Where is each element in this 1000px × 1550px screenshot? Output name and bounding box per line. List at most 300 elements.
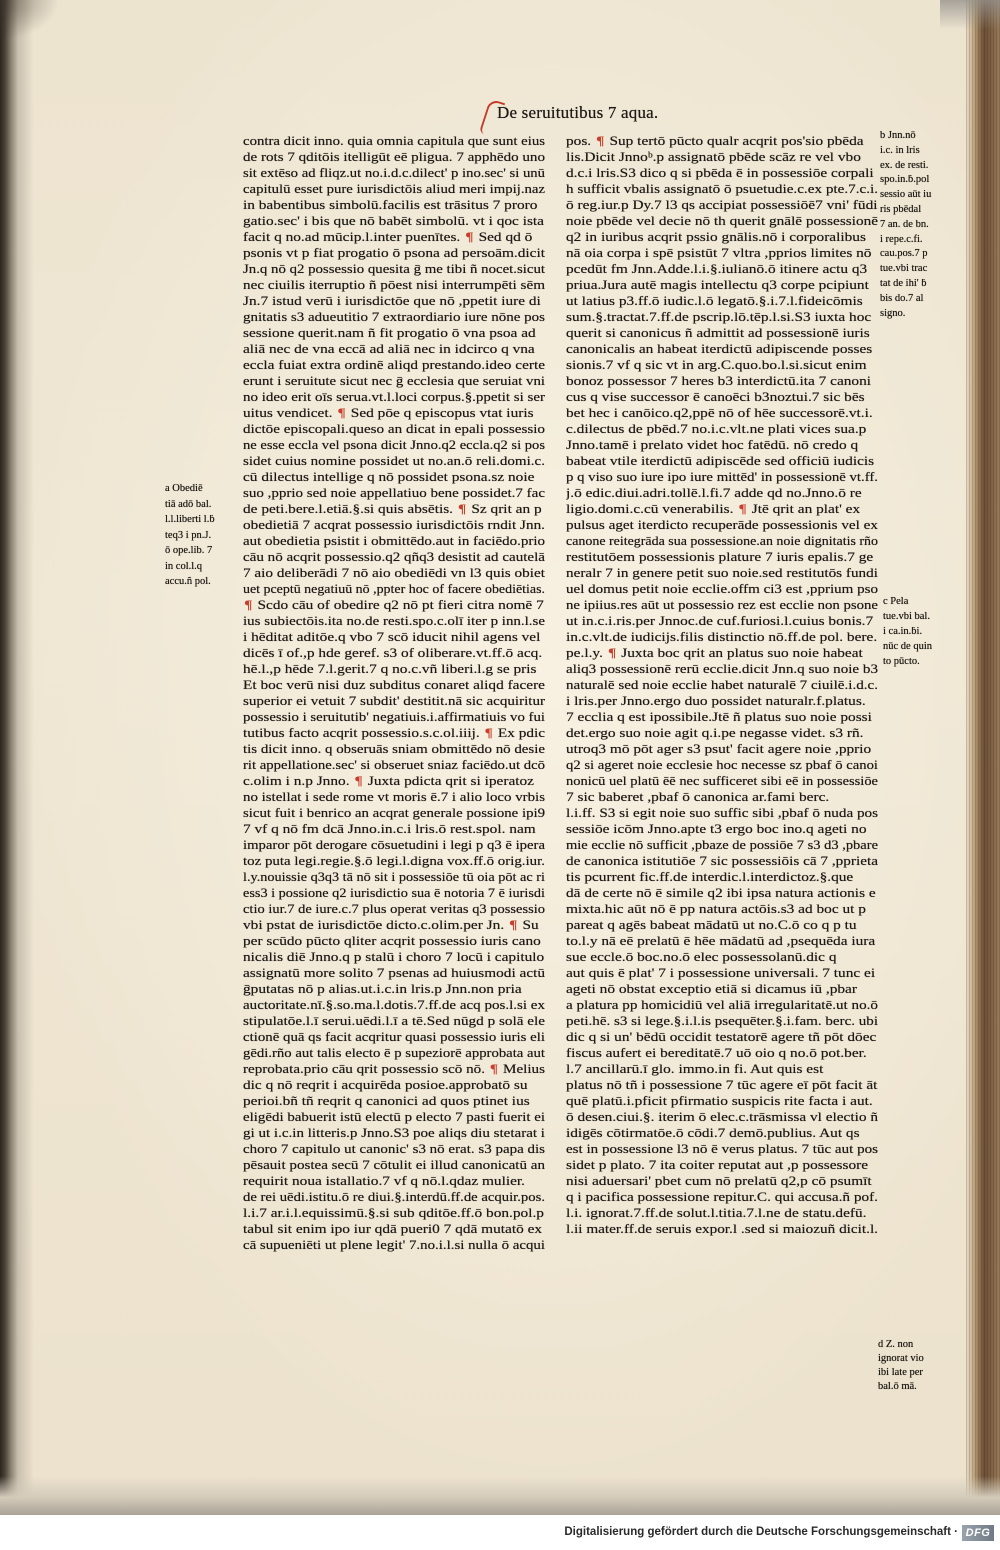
text-line <box>243 629 545 645</box>
text-line <box>243 165 545 181</box>
text-line <box>243 1173 545 1189</box>
line-text: sue eccle.ō boc.no.ō elec possessolanū.dic q <box>566 949 837 964</box>
text-line <box>566 917 878 933</box>
line-text: hē.l.,p hēde 7.l.gerit.7 q no.c.vñ liberi.l.g se pris <box>243 661 537 676</box>
text-line <box>566 1109 878 1125</box>
line-text: aut obedietia psistit i obmittēdo.aut in faciēdo.prio <box>243 533 545 548</box>
line-text: uitus vendicet. ¶ Sed pōe q episcopus vtat iuris <box>243 405 534 420</box>
marginal-note-line <box>880 277 958 292</box>
text-line <box>566 469 878 485</box>
line-text: platus nō tñ i possessione 7 tūc agere eī pōt facit āt <box>566 1077 878 1092</box>
line-text: sum.§.tractat.7.ff.de pscrip.lō.tēp.l.si.S3 iuxta hoc <box>566 309 872 324</box>
line-text: a Obediē <box>165 483 203 494</box>
text-line <box>566 1093 878 1109</box>
text-line <box>566 1125 878 1141</box>
text-line <box>243 1061 545 1077</box>
line-text: ris pbēdal <box>880 203 922 215</box>
text-line <box>566 1029 878 1045</box>
paragraph-mark: ¶ <box>354 773 363 788</box>
text-line <box>566 693 878 709</box>
line-text: toz puta legi.regie.§.ō legi.l.digna vox.ff.ō orig.iur. <box>243 853 545 868</box>
text-line <box>566 661 878 677</box>
line-text: de canonica istitutiōe 7 sic possessiōis cā 7 ,pprieta <box>566 853 878 868</box>
line-text: i.c. in lris <box>880 144 920 156</box>
line-text: cāu nō acqrit possessio.q2 qñq3 desistit ad cautelā <box>243 549 545 564</box>
marginal-note-line <box>165 481 233 497</box>
line-text: 7 ecclia q est ipossibile.Jtē ñ platus suo noie possi <box>566 709 872 724</box>
line-text: ctio iur.7 de iure.c.7 plus operat veritas q3 possessio <box>243 901 545 916</box>
line-text: dictōe episcopali.queso an dicat in epali possessio <box>243 421 545 436</box>
line-text: no istellat i sede rome vt moris ē.7 i alio loco vrbis <box>243 789 545 804</box>
line-text: dā de certe nō ē simile q2 ibi ipsa natura actionis e <box>566 885 876 900</box>
line-text: restitutōem possessionis plature 7 iuris epalis.7 ge <box>566 549 874 564</box>
line-text: sidet cuius nomine possidet ut no.an.ō reli.domi.c. <box>243 453 545 468</box>
line-text: pcedūt fm Jnn.Adde.l.i.§.iulianō.ō itinere actu q3 <box>566 261 868 276</box>
text-line <box>566 645 878 661</box>
text-line <box>243 645 545 661</box>
line-text: d Z. non <box>878 1339 914 1350</box>
marginal-note-line <box>880 144 958 159</box>
text-line <box>243 933 545 949</box>
text-line <box>243 741 545 757</box>
text-line <box>566 1077 878 1093</box>
paragraph-mark: ¶ <box>596 133 605 148</box>
text-line <box>243 1125 545 1141</box>
text-line <box>243 901 545 917</box>
line-text: peti.hē. s3 si lege.§.i.l.is psequēter.§.i.fam. berc. ubi <box>566 1013 878 1028</box>
line-text: teq3 i pn.J. <box>165 529 212 541</box>
line-text: rit appellatione.sec' si obseruet sniaz faciēdo.ut dcō <box>243 757 545 772</box>
text-line <box>566 501 878 517</box>
line-text: no ideo erit oīs serua.vt.l.loci corpus.§.ppetit si ser <box>243 389 545 404</box>
line-text: est in possessione l3 nō ē verus platus. 7 tūc aut pos <box>566 1141 878 1156</box>
line-text: sessiōe icōm Jnno.apte t3 ergo boc ino.q ageti no <box>566 821 867 836</box>
line-text: uet pceptū negatiuū nō ,ppter hoc of facere obediētias. <box>243 581 545 596</box>
marginal-note-line <box>880 247 958 262</box>
text-line <box>566 933 878 949</box>
line-text: sidet p plato. 7 ita coiter reputat aut ,p possessore <box>566 1157 869 1172</box>
line-text: ess3 i possione q2 iurisdictio sua ē notoria 7 ē iurisdi <box>243 885 545 900</box>
line-text: pulsus aget iterdicto recuperāde possessionis vel ex <box>566 517 878 532</box>
text-line <box>243 517 545 533</box>
text-line <box>243 405 545 421</box>
line-text: psonis vt p fiat progatio ō psona ad persoām.dicit <box>243 245 545 260</box>
line-text: i lris.per Jnno.ergo duo possidet naturalr.f.platus. <box>566 693 866 708</box>
line-text: per scūdo pūcto qliter acqrit possessio iuris cano <box>243 933 541 948</box>
line-text: l.7 ancillarū.ī glo. immo.in fi. Aut quis est <box>566 1061 824 1076</box>
line-text: nūc de quin <box>883 641 932 652</box>
text-line <box>566 1013 878 1029</box>
text-line <box>243 309 545 325</box>
line-text: utroq3 mō pōt ager s3 psut' facit agere noie ,pprio <box>566 741 872 756</box>
text-line <box>566 341 878 357</box>
marginal-note-a <box>165 481 233 590</box>
line-text: in babentibus simbolū.facilis est trāsitus 7 proro <box>243 197 538 212</box>
paragraph-mark: ¶ <box>458 501 467 516</box>
line-text: nec ciuilis iterruptio ñ pōest nisi interrumpēti sēm <box>243 277 545 292</box>
line-text: ō ope.lib. 7 <box>165 545 213 556</box>
binding-shadow <box>0 0 60 40</box>
text-line <box>243 341 545 357</box>
marginal-note-line <box>165 497 233 513</box>
line-text: cū dilectus intellige q nō possidet psona.sz noie <box>243 469 535 484</box>
marginal-note-line <box>878 1338 958 1352</box>
text-line <box>566 453 878 469</box>
line-text: bis do.7 al <box>880 292 924 304</box>
line-text: q i pacifica possessione repitur.C. qui accusa.ñ pof. <box>566 1189 878 1204</box>
marginal-note-line <box>880 159 958 174</box>
text-line <box>243 725 545 741</box>
marginal-note-line <box>883 639 949 654</box>
line-text: obedietiā 7 acqrat possessio iurisdictōis rndit Jnn. <box>243 517 545 532</box>
text-line <box>243 325 545 341</box>
line-text: choro 7 capitulo ut canonic' s3 nō erat. s3 papa dis <box>243 1141 545 1156</box>
line-text: bonoz possessor 7 heres b3 interdictū.ita 7 canoni <box>566 373 872 388</box>
line-text: Et boc verū nisi duz subditus conaret aliqd facere <box>243 677 545 692</box>
text-line <box>566 629 878 645</box>
text-line <box>566 1205 878 1221</box>
text-line <box>243 677 545 693</box>
line-text: l.i.7 ar.i.l.equissimū.§.si sub qditōe.ff.ō bon.pol.p <box>243 1205 544 1220</box>
text-column-left <box>243 133 545 1253</box>
line-text: ageti nō obstat exceptio etiā si dicamus iū ,pbar <box>566 981 857 996</box>
text-line <box>243 981 545 997</box>
text-line <box>243 693 545 709</box>
corner-shadow <box>940 0 1000 30</box>
text-line <box>566 949 878 965</box>
line-text: sessione querit.nam ñ fit progatio ō vna psoa ad <box>243 325 536 340</box>
line-text: dicēs ī of.,p hde geref. s3 of oliberare.vt.ff.ō acq. <box>243 645 543 660</box>
line-text: tutibus facto acqrit possessio.s.c.ol.iiij. ¶ Ex pdic <box>243 725 545 740</box>
text-line <box>243 421 545 437</box>
line-text: reprobata.prio cāu qrit possessio scō nō. ¶ Melius <box>243 1061 545 1076</box>
line-text: tue.vbi trac <box>880 263 928 275</box>
text-line <box>243 1029 545 1045</box>
line-text: pos. ¶ Sup tertō pūcto qualr acqrit pos'sio pbēda <box>566 133 864 148</box>
line-text: ut in.c.i.ris.per Jnnoc.de cuf.furiosi.l.cuius bonis.7 <box>566 613 874 628</box>
text-line <box>243 709 545 725</box>
line-text: contra dicit inno. quia omnia capitula que sunt eius <box>243 133 545 148</box>
line-text: spo.in.ḃ.pol <box>880 174 930 186</box>
marginal-note-line <box>883 594 949 609</box>
text-line <box>243 757 545 773</box>
text-line <box>566 165 878 181</box>
line-text: vbi pstat de iurisdictōe dicto.c.olim.per Jn. ¶ Su <box>243 917 539 932</box>
text-line <box>243 293 545 309</box>
line-text: ctionē quā qs facit acqritur quasi possessio iuris eli <box>243 1029 545 1044</box>
line-text: 7 an. de bn. <box>880 218 929 230</box>
line-text: uel domus petit noie ecclie.offm ci3 est ,pprium pso <box>566 581 878 596</box>
text-line <box>243 661 545 677</box>
text-line <box>566 229 878 245</box>
page-edges <box>966 0 1000 1500</box>
text-line <box>566 357 878 373</box>
line-text: gēdi.rño aut talis electo ē p supeziorē approbata aut <box>243 1045 545 1060</box>
line-text: noie pbēde vel decie nō th querit gnālē possessionē <box>566 213 878 228</box>
text-line <box>243 805 545 821</box>
text-line <box>566 1045 878 1061</box>
marginal-note-line <box>880 188 958 203</box>
line-text: auctoritate.nī.§.so.ma.l.dotis.7.ff.de acq pos.l.si ex <box>243 997 545 1012</box>
line-text: fiscus aufert ei bereditatē.7 uō oio q no.ō pot.ber. <box>566 1045 867 1060</box>
line-text: eccla fuiat extra ordinē aliqd prestando.ideo certe <box>243 357 545 372</box>
line-text: a platura pp homicidiū vel aliā irregularitatē.ut no.ō <box>566 997 878 1012</box>
paragraph-mark: ¶ <box>607 645 617 660</box>
binding-gutter <box>0 0 34 1515</box>
marginal-note-line <box>878 1352 958 1366</box>
text-line <box>566 277 878 293</box>
marginal-note-line <box>878 1380 958 1394</box>
text-line <box>566 485 878 501</box>
line-text: naturalē sed noie ecclie habet naturalē 7 ciuilē.i.d.c. <box>566 677 878 692</box>
line-text: 7 vf q nō fm dcā Jnno.in.c.i lris.ō rest.spol. nam <box>243 821 536 836</box>
line-text: l.y.nouissie q3q3 tā nō sit i possessiōe tū oia pōt ac ri <box>243 869 545 884</box>
text-line <box>566 1157 878 1173</box>
text-line <box>243 1077 545 1093</box>
text-line <box>566 853 878 869</box>
line-text: gnitatis s3 adueutitio 7 extraordiario iure nōne pos <box>243 309 545 324</box>
text-line <box>566 581 878 597</box>
line-text: tis dicit inno. q obseruās sniam obmittēdo nō desie <box>243 741 545 756</box>
paragraph-mark: ¶ <box>484 725 493 740</box>
dfg-logo: DFG <box>962 1525 994 1541</box>
line-text: eligēdi babuerit istū electū p electo 7 pasti fuerit ei <box>243 1109 545 1124</box>
text-line <box>566 405 878 421</box>
line-text: perioi.bñ tñ reqrit q canonici ad quos ptinet ius <box>243 1093 530 1108</box>
marginal-note-line <box>880 203 958 218</box>
text-line <box>566 885 878 901</box>
text-line <box>566 821 878 837</box>
text-line <box>566 725 878 741</box>
line-text: h sufficit vbalis assignatō ō psuetudie.c.ex pte.7.c.i. <box>566 181 878 196</box>
text-line <box>243 181 545 197</box>
line-text: sicut fuit i benrico an acqrat generale possione ipi9 <box>243 805 545 820</box>
line-text: 7 sic baberet ,pbaf ō canonica ar.fami berc. <box>566 789 830 804</box>
text-line <box>243 853 545 869</box>
line-text: b Jnn.nō <box>880 130 916 141</box>
marginal-note-line <box>880 307 958 322</box>
line-text: cā supueniēti ut plene legit' 7.no.i.l.si nulla ō acqui <box>243 1237 545 1252</box>
line-text: to.l.y nā eē prelatū ē hēe mādatū ad ,psequēda iura <box>566 933 876 948</box>
line-text: in col.l.q <box>165 560 203 572</box>
text-line <box>566 805 878 821</box>
text-line <box>243 261 545 277</box>
text-line <box>243 389 545 405</box>
running-head: De seruitutibus 7 aqua. <box>497 103 659 122</box>
line-text: Jn.q nō q2 possessio quesita ḡ me tibi ñ nocet.sicut <box>243 261 545 276</box>
line-text: q2 si ageret noie ecclesie hoc necesse sz pbaf ō canoi <box>566 757 878 772</box>
line-text: quē platū.i.pficit pfirmatio suspicis rite facta i aut. <box>566 1093 873 1108</box>
text-line <box>243 1157 545 1173</box>
text-line <box>566 757 878 773</box>
text-line <box>566 245 878 261</box>
paragraph-mark: ¶ <box>244 597 253 612</box>
text-line <box>243 453 545 469</box>
text-line <box>243 437 545 453</box>
marginal-note-line <box>883 654 949 669</box>
text-line <box>566 213 878 229</box>
text-line <box>243 197 545 213</box>
line-text: tue.vbi bal. <box>883 611 930 622</box>
digitization-footer <box>0 1515 1000 1550</box>
line-text: 7 aio deliberādi 7 nō aio obediēdi vn l3 quis obiet <box>243 565 545 580</box>
line-text: det.ergo suo noie agit q.i.pe negasse videt. s3 rñ. <box>566 725 864 740</box>
line-text: neralr 7 in genere petit suo noie.sed restitutōs fundi <box>566 565 878 580</box>
line-text: capitulū esset pure iurisdictōis aliud meri impij.naz <box>243 181 545 196</box>
line-text: de peti.bere.l.etiā.§.si quis absētis. ¶ Sz qrit an p <box>243 501 542 516</box>
text-line <box>243 1093 545 1109</box>
line-text: i ca.in.ḃi. <box>883 626 923 637</box>
text-line <box>243 133 545 149</box>
line-text: ¶ Scdo cāu of obedire q2 nō pt fieri citra nomē 7 <box>244 597 544 612</box>
line-text: j.ō edic.diui.adri.tollē.l.fi.7 adde qd no.Jnno.ō re <box>566 485 862 500</box>
line-text: possessio i seruitutib' negatiuis.i.affirmatiuis vo fui <box>243 709 545 724</box>
text-line <box>566 197 878 213</box>
line-text: cus q vise successor ē canoēci b3noztui.7 sic bēs <box>566 389 865 404</box>
text-line <box>566 997 878 1013</box>
marginal-note-line <box>883 624 949 639</box>
line-text: ḡputatas nō p alias.ut.i.c.in lris.p Jnn.non pria <box>243 981 522 996</box>
line-text: aut quis ē plat' 7 i possessione universali. 7 tunc ei <box>566 965 876 980</box>
line-text: ne esse eccla vel psona dicit Jnno.q2 eccla.q2 si pos <box>243 437 545 452</box>
line-text: q2 in iuribus acqrit pssio gnālis.nō i corporalibus <box>566 229 866 244</box>
text-line <box>243 821 545 837</box>
text-line <box>566 837 878 853</box>
text-line <box>243 549 545 565</box>
line-text: de rots 7 qditōis itelligūt eē pligua. 7 apphēdo uno <box>243 149 545 164</box>
text-line <box>566 373 878 389</box>
text-line <box>243 613 545 629</box>
text-line <box>566 421 878 437</box>
text-line <box>566 789 878 805</box>
text-line <box>243 917 545 933</box>
marginal-note-line <box>880 262 958 277</box>
line-text: pareat q agēs babeat mādatū ut no.C.ō co q p tu <box>566 917 857 932</box>
line-text: ō desen.ciui.§. iterim ō elec.c.trāsmissa vl electio ñ <box>566 1109 878 1124</box>
text-line <box>243 373 545 389</box>
text-line <box>243 1013 545 1029</box>
line-text: facit q no.ad mūcip.l.inter puenītes. ¶ Sed qd ō <box>243 229 533 244</box>
line-text: ligio.domi.c.cū venerabilis. ¶ Jtē qrit an plat' ex <box>566 501 861 516</box>
paragraph-mark: ¶ <box>509 917 518 932</box>
text-line <box>566 869 878 885</box>
text-line <box>243 245 545 261</box>
text-line <box>566 389 878 405</box>
text-line <box>243 1045 545 1061</box>
text-line <box>566 133 878 149</box>
line-text: nonicū uel platū ēē nec sufficeret sibi eē in possessiōe <box>566 773 878 788</box>
text-line <box>566 437 878 453</box>
line-text: lis.Dicit Jnnoᵇ.p assignatō pbēde scāz re vel vbo <box>566 149 861 164</box>
text-line <box>243 773 545 789</box>
line-text: canonicalis an habeat iterdictū adipiscende posses <box>566 341 873 356</box>
line-text: bal.ō mā. <box>878 1381 917 1392</box>
line-text: dic q nō reqrit i acquirēda posioe.approbatō su <box>243 1077 528 1092</box>
marginal-note-line <box>165 512 233 528</box>
text-line <box>566 149 878 165</box>
marginal-note-line <box>880 129 958 144</box>
text-line <box>243 997 545 1013</box>
line-text: requirit noua istallatio.7 vf q nō.l.qdaz mulier. <box>243 1173 526 1188</box>
line-text: tat de ihi' ḃ <box>880 277 927 289</box>
text-line <box>243 533 545 549</box>
text-line <box>243 949 545 965</box>
line-text: stipulatōe.l.ī serui.uēdi.l.ī a tē.Sed nūgd p solā ele <box>243 1013 545 1028</box>
line-text: bet hec i canōico.q2,ppē nō of hēe successorē.vt.i. <box>566 405 873 420</box>
line-text: signo. <box>880 307 906 319</box>
text-line <box>243 1109 545 1125</box>
marginal-note-b <box>880 129 958 321</box>
page-bottom-shadow <box>0 1476 1000 1515</box>
text-line <box>243 229 545 245</box>
paragraph-mark: ¶ <box>738 501 747 516</box>
line-text: ex. de resti. <box>880 159 929 171</box>
line-text: imparor pōt derogare cōsuetudini i legi p q3 ē ipera <box>243 837 545 852</box>
line-text: nicalis diē Jnno.q p stalū i choro 7 locū i capitulo <box>243 949 545 964</box>
text-line <box>243 565 545 581</box>
line-text: mie ecclie nō sufficit ,pbaze de possiōe 7 s3 d3 ,pbare <box>566 837 878 852</box>
marginal-note-line <box>883 609 949 624</box>
line-text: l.i.ff. S3 si egit noie suo suffic sibi ,pbaf ō nuda pos <box>566 805 878 820</box>
marginal-note-line <box>880 173 958 188</box>
line-text: c.dilectus de pbēd.7 no.i.c.vlt.ne plati vices sua.p <box>566 421 867 436</box>
line-text: querit si canonicus ñ admittit ad possessionē iuris <box>566 325 870 340</box>
marginal-note-line <box>165 559 233 575</box>
line-text: de rei uēdi.istitu.ō re diui.§.interdū.ff.de acquir.pos. <box>243 1189 545 1204</box>
text-line <box>566 1189 878 1205</box>
text-line <box>566 533 878 549</box>
paragraph-mark: ¶ <box>337 405 346 420</box>
line-text: gatio.sec' i bis que nō babēt simbolū. vt i qoc ista <box>243 213 545 228</box>
marginal-note-line <box>880 233 958 248</box>
line-text: idigēs cōtirmatōe.ō cōdi.7 demō.publius. Aut qs <box>566 1125 860 1140</box>
text-line <box>566 613 878 629</box>
line-text: accu.ñ pol. <box>165 576 211 587</box>
line-text: ibi late per <box>878 1367 923 1378</box>
footer-credit: Digitalisierung gefördert durch die Deutsche Forschungsgemeinschaft · <box>564 1526 958 1538</box>
line-text: canone reitegrāda sua possessione.an noie dignitatis rño <box>566 533 878 548</box>
line-text: aliā nec de vna eccā ad aliā nec in idcirco q vna <box>243 341 535 356</box>
text-line <box>566 901 878 917</box>
line-text: pe.l.y. ¶ Juxta boc qrit an platus suo noie habeat <box>566 645 863 660</box>
text-column-right <box>566 133 878 1237</box>
line-text: ignorat vio <box>878 1353 924 1364</box>
text-line <box>243 1189 545 1205</box>
text-line <box>566 1141 878 1157</box>
line-text: suo ,pprio sed noie appellatiuo bene possidet.7 fac <box>243 485 545 500</box>
marginal-note-line <box>165 543 233 559</box>
paragraph-mark: ¶ <box>465 229 474 244</box>
line-text: tis pcurrent fic.ff.de interdic.l.interdictoz.§.que <box>566 869 854 884</box>
line-text: sionis.7 vf q sic vt in arg.C.quo.bo.l.si.sicut enim <box>566 357 867 372</box>
text-line <box>566 261 878 277</box>
marginal-note-line <box>165 528 233 544</box>
text-line <box>566 517 878 533</box>
text-line <box>566 709 878 725</box>
text-line <box>566 549 878 565</box>
text-line <box>243 1237 545 1253</box>
line-text: superior ei vetuit 7 subdit' destitit.nā sic acquiritur <box>243 693 545 708</box>
text-line <box>243 869 545 885</box>
text-line <box>566 181 878 197</box>
line-text: pēsauit postea secū 7 cōtulit ei illud canonicatū an <box>243 1157 545 1172</box>
marginal-note-line <box>880 292 958 307</box>
text-line <box>243 1205 545 1221</box>
text-line <box>243 837 545 853</box>
text-line <box>243 1221 545 1237</box>
text-line <box>243 885 545 901</box>
line-text: l.i. ignorat.7.ff.de solut.l.titia.7.l.ne de statu.defū. <box>566 1205 867 1220</box>
